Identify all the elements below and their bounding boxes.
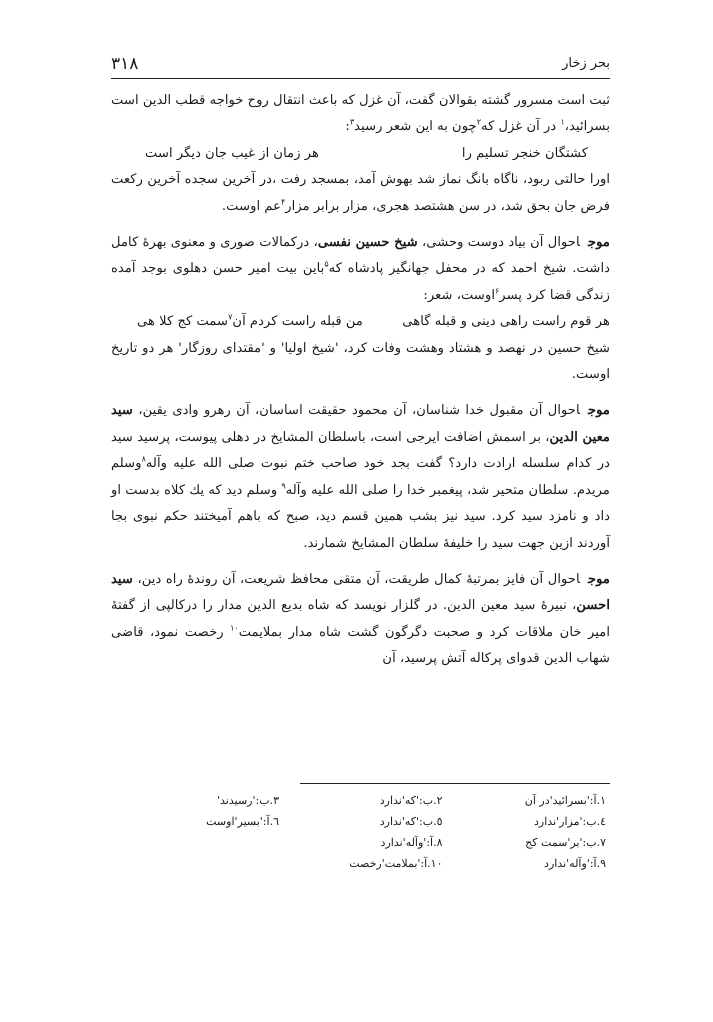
verse-couplet (111, 309, 610, 335)
footnote: ٤.ب:'مزار'ندارد (534, 815, 606, 828)
verse-hemistich-1: هر قوم راست راهی دینی و قبله گاهی (402, 314, 610, 330)
footnote-ref[interactable]: ۷ (228, 312, 233, 322)
running-title: بحر زخار (562, 56, 610, 71)
section-mark: موج (587, 403, 610, 419)
section-paragraph-2: موجاحوال آن بیاد دوست وحشی، شیخ حسین نفسی، درکمالات صوری و معنوی بهرهٔ کامل داشت. شیخ احمد که در محفل جهانگیر پادشاه که$^۵$باین بیت امیر حسن دهلوی بوجد آمده زندگی قضا کرد پسر$^۶$اوست، شعر: (111, 235, 611, 303)
person-name: شیخ حسین نفسی (317, 235, 418, 251)
footnote-row (115, 790, 606, 811)
footnote-ref[interactable]: ۲ (476, 118, 482, 128)
person-name: سید معین الدین (111, 403, 610, 445)
footnote: ٦.آ:'بسیر'اوست (206, 815, 279, 828)
person-name: سید احسن (111, 571, 610, 614)
verse-couplet (111, 141, 610, 167)
section-mark: موج (587, 235, 610, 251)
footnote-divider (300, 783, 610, 784)
section-mark: موج (587, 571, 610, 587)
footnote-ref[interactable]: ۹ (281, 481, 286, 491)
footnotes (115, 790, 606, 874)
after-verse-paragraph: اورا حالتی ربود، ناگاه بانگ نماز شد بهوش آمد، بمسجد رفت ،در آخرین سجده آخرین رکعت فرض جان بحق شد، در سن هشتصد هجری، مزار برابر مزار$^۴$عم اوست. (111, 172, 610, 214)
footnote (116, 832, 280, 853)
verse-hemistich-2: من قبله راست کردم آن$^۷$سمت کج کلا هی (137, 312, 363, 330)
footnote-row (115, 853, 606, 874)
footnote: ۹.آ:'وآله'ندارد (544, 857, 606, 870)
verse-hemistich-2: هر زمان از غیب جان دیگر است (145, 145, 319, 161)
footnote-ref[interactable]: ۱۰ (230, 623, 239, 633)
footnote: ۱۰.آ:'بملامت'رخصت (349, 857, 443, 870)
page-header (111, 50, 610, 79)
section-paragraph-4: موجاحوال آن فایز بمرتبهٔ کمال طریقت، آن متقی محافظ شریعت، آن روندهٔ راه دین، سید احسن، نبیرهٔ سید معین الدین. در گلزار نویسد که شاه بدیع الدین مدار را درکالپی از گفتهٔ امیر خان ملاقات کرد و صحبت دگرگون گشت شاه مدار بملایمت$^{۱۰}$ رخصت نمود، قاضی شهاب الدین قدوای پرکاله آتش پرسید، آن (111, 571, 610, 667)
page-number: ۳۱۸ (111, 54, 139, 74)
section-paragraph-2-end: شیخ حسین در نهصد و هشتاد وهشت وفات کرد، 'شیخ اولیا' و 'مقتدای روزگار' هر دو تاریخ اوست. (111, 340, 610, 383)
footnote: ۷.ب:'بر'سمت کج (525, 836, 606, 849)
footnote-ref[interactable]: ۶ (495, 286, 500, 296)
footnote-row (115, 811, 606, 832)
verse-hemistich-1: کشتگان خنجر تسلیم را (461, 145, 588, 161)
intro-paragraph: ثبت است مسرور گشته بقوالان گفت، آن غزل که باعث انتقال روح خواجه قطب الدین است بسرائید،$^۱$ در آن غزل که$^۲$چون به این شعر رسید$^۳$: (111, 93, 610, 135)
footnote-ref[interactable]: ۴ (280, 197, 286, 207)
body-text (111, 88, 610, 673)
footnote-ref[interactable]: ۳ (349, 118, 355, 128)
footnote-row (115, 832, 606, 853)
footnote: ۸.آ:'وآله'ندارد (380, 836, 443, 849)
footnote-ref[interactable]: ۵ (324, 260, 329, 270)
footnote-ref[interactable]: ۸ (141, 454, 146, 464)
footnote: ۱.آ:'بسرائید'در آن (524, 794, 606, 807)
footnote (116, 853, 280, 874)
footnote: ۲.ب:'که'ندارد (379, 794, 443, 807)
footnote: ٥.ب:'که'ندارد (379, 815, 443, 828)
section-paragraph-3: موجاحوال آن مقبول خدا شناسان، آن محمود حقیقت اساسان، آن رهرو وادی یقین، سید معین الدین، بر اسمش اضافت ایرجی است، باسلطان المشایخ در دهلی پیوست، پرسید سید در کدام سلسله ارادت دارد؟ گفت بجد خود صاحب ختم نبوت صلی الله علیه وآله$^۸$وسلم مریدم. سلطان متحیر شد، پیغمبر خدا را صلی الله علیه وآله$^۹$ وسلم دید که یك کلاه بدست او داد و نامزد سید کرد. سید نیز بشب همین قسم دید، صبح که باهم آمیختند حکم نبوی بجا آوردند ازین جهت سید را خلیفهٔ سلطان المشایخ شمارند. (111, 403, 610, 551)
footnote: ۳.ب:'رسیدند' (217, 794, 279, 807)
footnote-ref[interactable]: ۱ (560, 118, 565, 128)
